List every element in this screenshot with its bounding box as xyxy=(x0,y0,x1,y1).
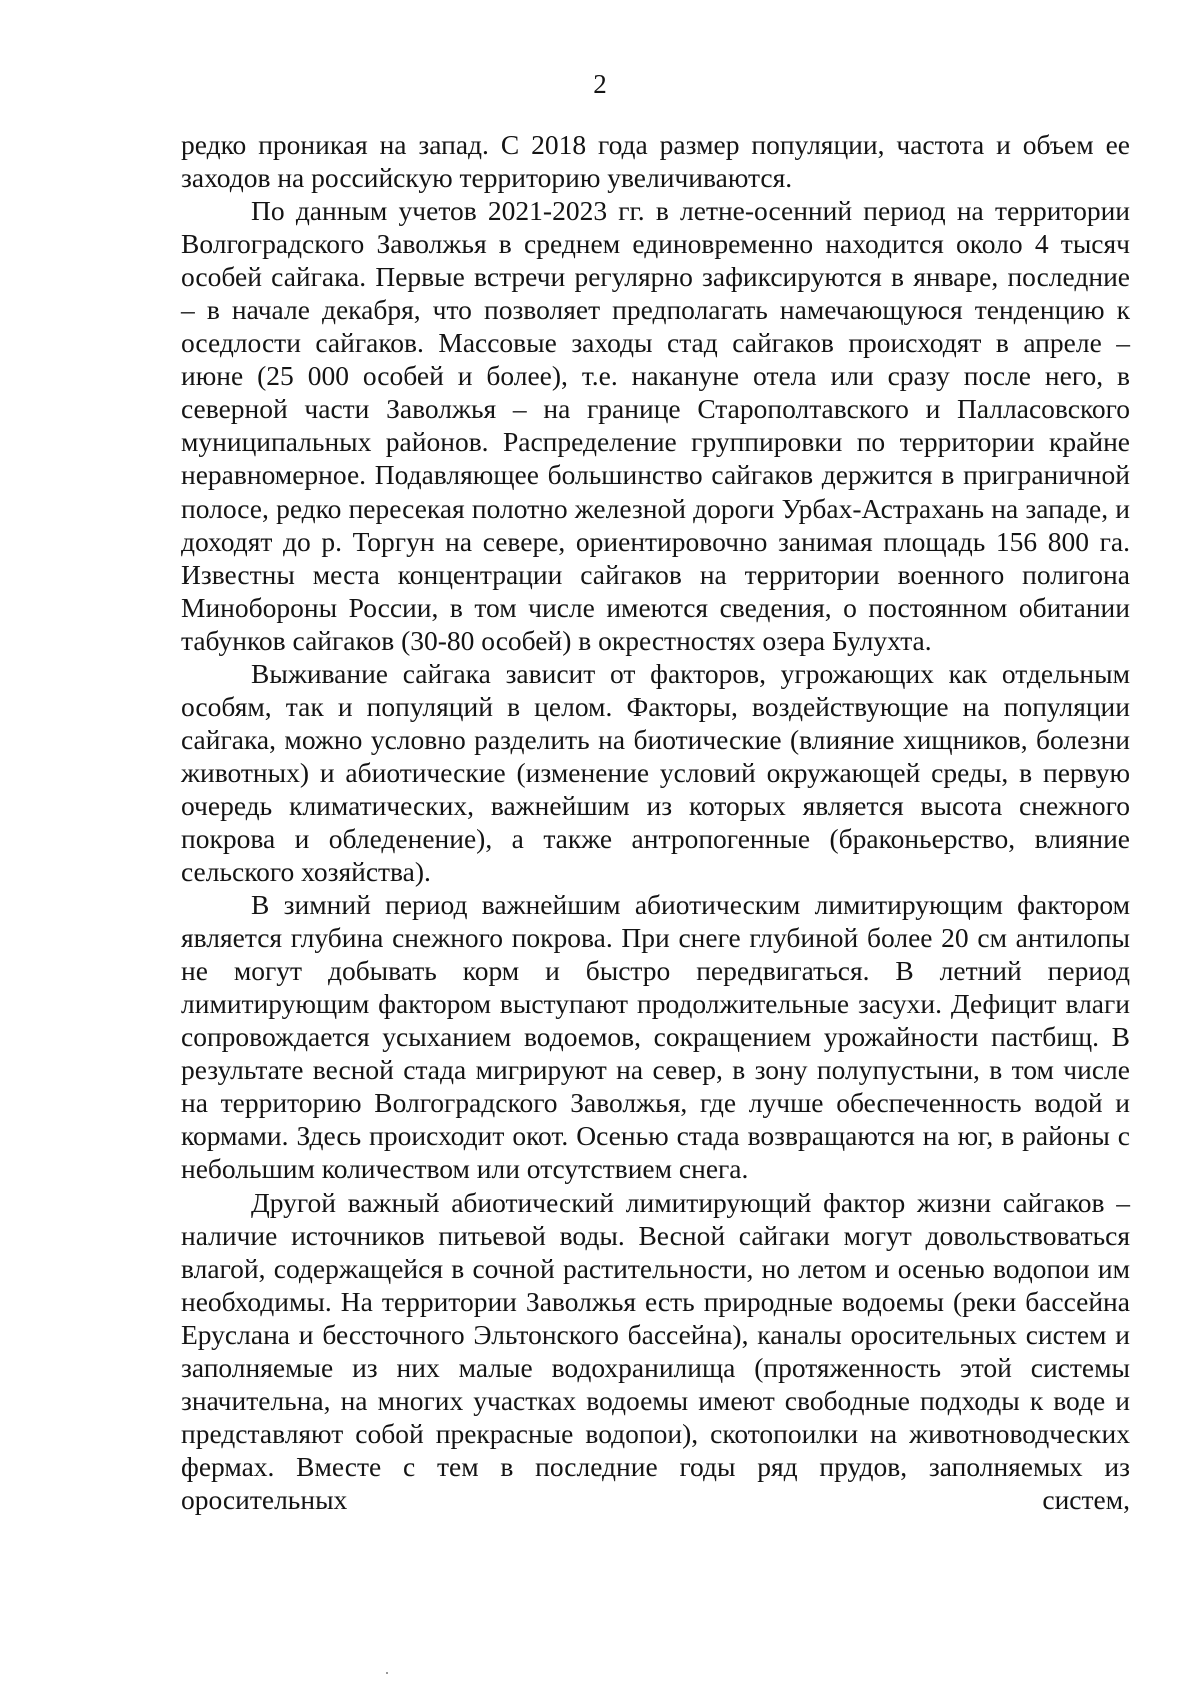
page-number: 2 xyxy=(593,69,607,99)
paragraph-survival-factors: Выживание сайгака зависит от факторов, угрожающих как отдельным особям, так и популяций в целом. Факторы, воздействующие на популяции сайгака, можно условно разделить на биотические (влияние хищников, болезни животных) и абиотические (изменение условий окружающей среды, в первую очередь климатических, важнейшим из которых является высота снежного покрова и обледенение), а также антропогенные (браконьерство, влияние сельского хозяйства). xyxy=(181,657,1130,888)
document-body xyxy=(181,128,1130,1516)
paragraph-continuation: редко проникая на запад. С 2018 года размер популяции, частота и объем ее заходов на российскую территорию увеличиваются. xyxy=(181,129,1130,194)
paragraph-water-sources: Другой важный абиотический лимитирующий фактор жизни сайгаков – наличие источников питьевой воды. Весной сайгаки могут довольствоваться влагой, содержащейся в сочной растительности, но летом и осенью водопои им необходимы. На территории Заволжья есть природные водоемы (реки бассейна Еруслана и бессточного Эльтонского бассейна), каналы оросительных систем и заполняемые из них малые водохранилища (протяженность этой системы значительна, на многих участках водоемы имеют свободные подходы к воде и представляют собой прекрасные водопои), скотопоилки на животноводческих фермах. Вместе с тем в последние годы ряд прудов, заполняемых из оросительных систем, xyxy=(181,1186,1130,1515)
paragraph-winter-factors: В зимний период важнейшим абиотическим лимитирующим фактором является глубина снежного покрова. При снеге глубиной более 20 см антилопы не могут добывать корм и быстро передвигаться. В летний период лимитирующим фактором выступают продолжительные засухи. Дефицит влаги сопровождается усыханием водоемов, сокращением урожайности пастбищ. В результате весной стада мигрируют на север, в зону полупустыни, в том числе на территорию Волгоградского Заволжья, где лучше обеспеченность водой и кормами. Здесь происходит окот. Осенью стада возвращаются на юг, в районы с небольшим количеством или отсутствием снега. xyxy=(181,889,1130,1185)
paragraph-census-data: По данным учетов 2021-2023 гг. в летне-осенний период на территории Волгоградского Заволжья в среднем единовременно находится около 4 тысяч особей сайгака. Первые встречи регулярно зафиксируются в январе, последние – в начале декабря, что позволяет предполагать намечающуюся тенденцию к оседлости сайгаков. Массовые заходы стад сайгаков происходят в апреле – июне (25 000 особей и более), т.е. накануне отела или сразу после него, в северной части Заволжья – на границе Старополтавского и Палласовского муниципальных районов. Распределение группировки по территории крайне неравномерное. Подавляющее большинство сайгаков держится в приграничной полосе, редко пересекая полотно железной дороги Урбах-Астрахань на западе, и доходят до р. Торгун на севере, ориентировочно занимая площадь 156 800 га. Известны места концентрации сайгаков на территории военного полигона Минобороны России, в том числе имеются сведения, о постоянном обитании табунков сайгаков (30-80 особей) в окрестностях озера Булухта. xyxy=(181,195,1130,656)
scan-speck xyxy=(386,1672,388,1674)
